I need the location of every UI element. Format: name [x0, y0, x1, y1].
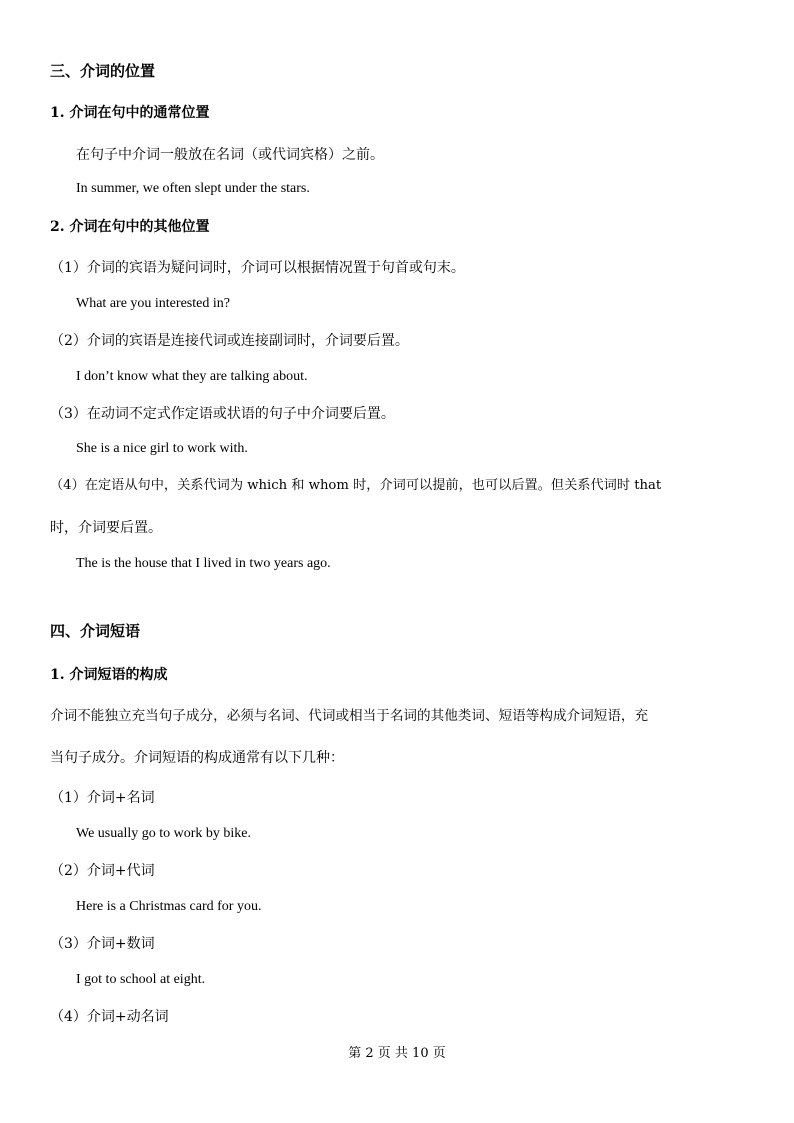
section-3-2-heading: 2. 介词在句中的其他位置 [50, 219, 210, 235]
section-4-1-item-2: （2）介词+代词 [50, 863, 155, 879]
section-3-1-heading: 1. 介词在句中的通常位置 [50, 105, 210, 121]
section-3-2-item-3-example: She is a nice girl to work with. [76, 441, 248, 456]
page-number-footer: 第 2 页 共 10 页 [348, 1046, 446, 1061]
section-4-heading: 四、介词短语 [50, 622, 141, 640]
section-3-1-text: 在句子中介词一般放在名词（或代词宾格）之前。 [76, 147, 384, 163]
section-3-2-item-2: （2）介词的宾语是连接代词或连接副词时，介词要后置。 [50, 333, 409, 349]
section-3-2-item-2-example: I don’t know what they are talking about. [76, 369, 308, 384]
section-4-1-item-2-example: Here is a Christmas card for you. [76, 899, 262, 914]
section-4-1-heading: 1. 介词短语的构成 [50, 667, 168, 683]
section-3-heading: 三、介词的位置 [50, 62, 156, 80]
section-4-1-item-4: （4）介词+动名词 [50, 1009, 169, 1025]
section-4-1-text-line-2: 当句子成分。介词短语的构成通常有以下几种： [50, 750, 344, 766]
section-4-1-item-3: （3）介词+数词 [50, 936, 155, 952]
section-3-2-item-4-line-1: （4）在定语从句中，关系代词为 which 和 whom 时，介词可以提前，也可以后置。但关系代词时 that [50, 478, 662, 493]
section-3-2-item-4-line-2: 时，介词要后置。 [50, 520, 162, 536]
section-3-2-item-1-example: What are you interested in? [76, 296, 230, 311]
section-4-1-item-3-example: I got to school at eight. [76, 972, 206, 987]
section-4-1-item-1: （1）介词+名词 [50, 790, 155, 806]
section-3-2-item-3: （3）在动词不定式作定语或状语的句子中介词要后置。 [50, 406, 395, 422]
section-4-1-text-line-1: 介词不能独立充当句子成分，必须与名词、代词或相当于名词的其他类词、短语等构成介词短语，充 [50, 708, 649, 724]
section-4-1-item-1-example: We usually go to work by bike. [76, 826, 252, 841]
section-3-1-example: In summer, we often slept under the stars. [76, 181, 310, 196]
section-3-2-item-1: （1）介词的宾语为疑问词时，介词可以根据情况置于句首或句末。 [50, 260, 465, 276]
section-3-2-item-4-example: The is the house that I lived in two years ago. [76, 556, 331, 571]
